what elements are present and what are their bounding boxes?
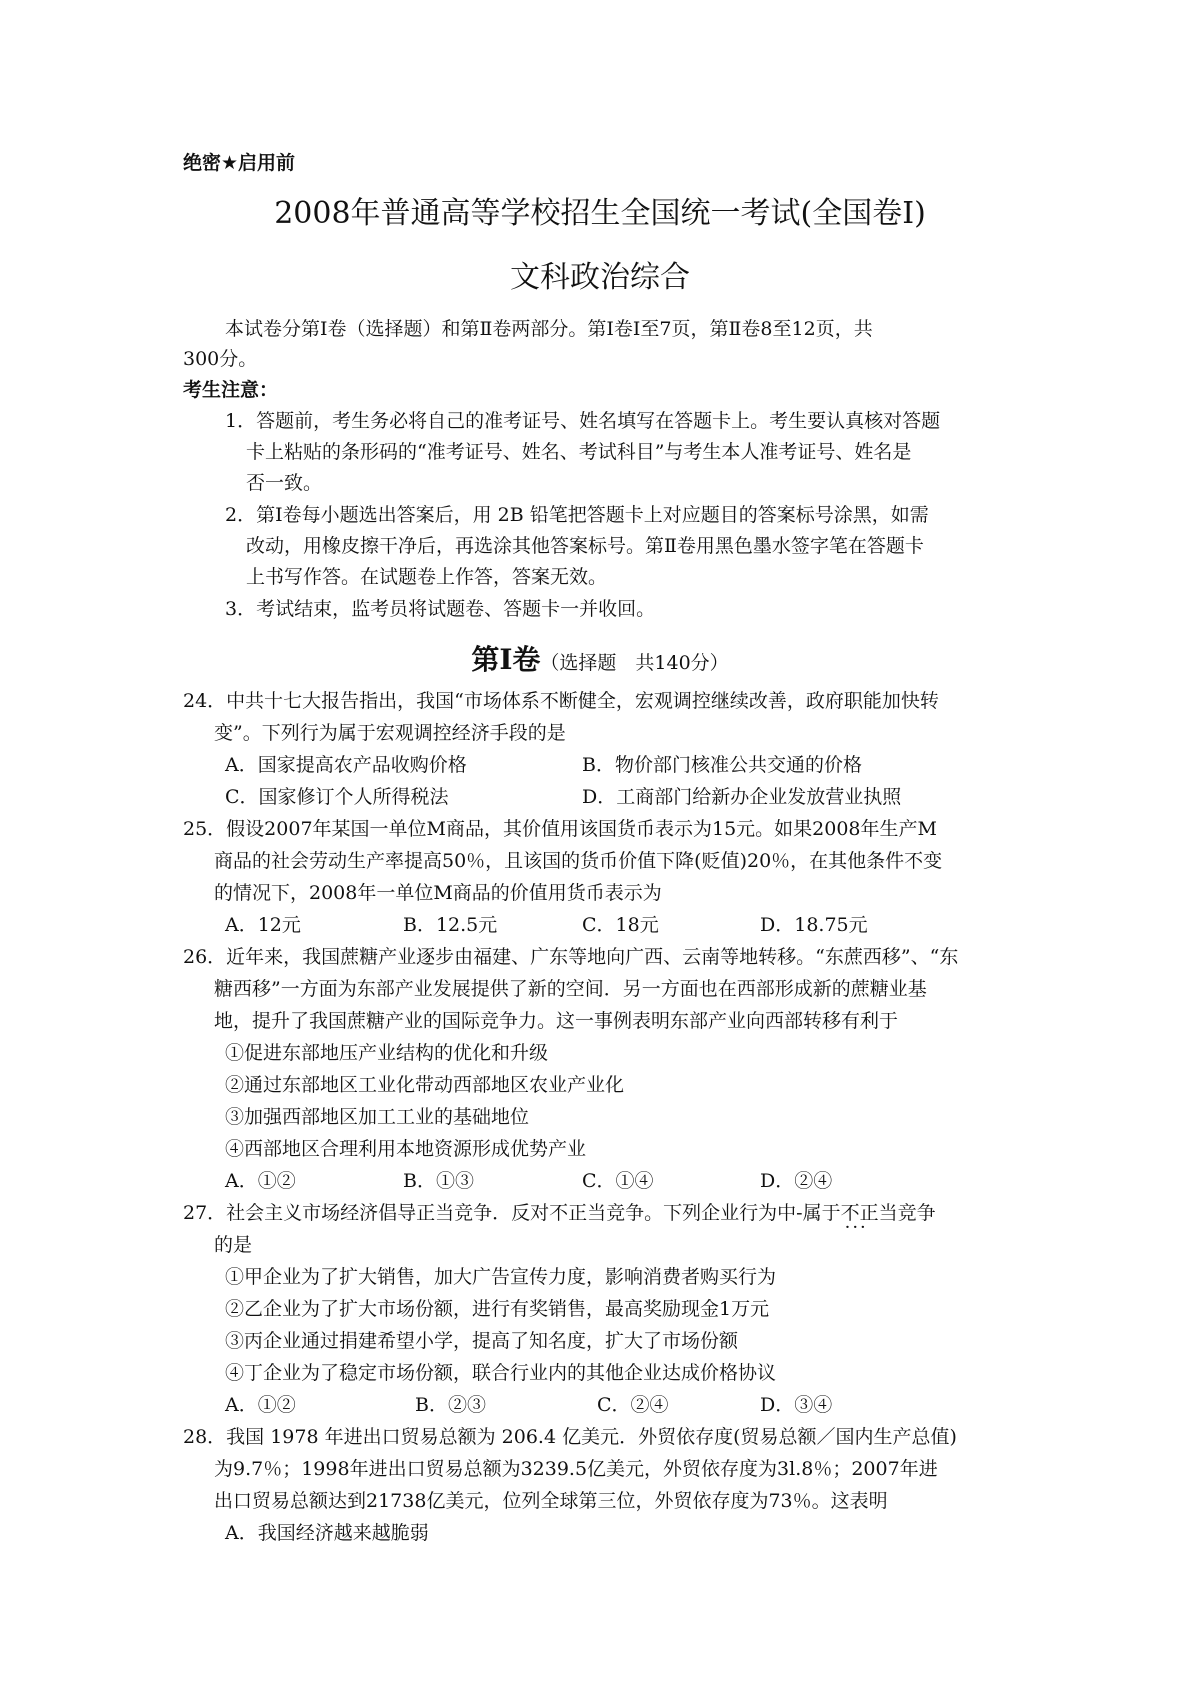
q27-stem-text: 27．社会主义市场经济倡导正当竞争．反对不正当竞争。下列企业行为中-属于 bbox=[183, 1202, 841, 1224]
section-heading bbox=[0, 638, 1200, 678]
q28-stem-line-1: 28．我国 1978 年进出口贸易总额为 206.4 亿美元．外贸依存度(贸易总额／国内生产总值) bbox=[183, 1426, 957, 1448]
notice-item-1-line-3: 否一致。 bbox=[246, 472, 323, 494]
q25-option-b: B．12.5元 bbox=[403, 914, 498, 936]
q26-option-a: A．①② bbox=[225, 1170, 296, 1192]
q26-option-b: B．①③ bbox=[403, 1170, 474, 1192]
q24-option-c: C．国家修订个人所得税法 bbox=[225, 786, 449, 808]
notice-item-3-line-1: 3．考试结束，监考员将试题卷、答题卡一并收回。 bbox=[225, 598, 656, 620]
q27-option-b: B．②③ bbox=[415, 1394, 486, 1416]
q27-option-a: A．①② bbox=[225, 1394, 296, 1416]
q28-option-a: A．我国经济越来越脆弱 bbox=[225, 1522, 429, 1544]
q27-stem-line-2: 的是 bbox=[214, 1234, 253, 1256]
q27-statement-1: ①甲企业为了扩大销售，加大广告宣传力度，影响消费者购买行为 bbox=[225, 1266, 777, 1288]
q25-option-d: D．18.75元 bbox=[760, 914, 868, 936]
confidential-label: 绝密★启用前 bbox=[183, 152, 296, 174]
q27-statement-3: ③丙企业通过捐建希望小学，提高了知名度，扩大了市场份额 bbox=[225, 1330, 739, 1352]
notice-item-2-line-1: 2．第Ⅰ卷每小题选出答案后，用 2B 铅笔把答题卡上对应题目的答案标号涂黑，如需 bbox=[225, 504, 929, 526]
q24-stem-line-1: 24．中共十七大报告指出，我国“市场体系不断健全，宏观调控继续改善，政府职能加快转 bbox=[183, 690, 939, 712]
q27-option-c: C．②④ bbox=[597, 1394, 669, 1416]
q25-option-c: C．18元 bbox=[582, 914, 659, 936]
notice-heading: 考生注意： bbox=[183, 379, 279, 401]
q26-option-d: D．②④ bbox=[760, 1170, 833, 1192]
q27-stem-line-1 bbox=[183, 1198, 936, 1225]
intro-line-1: 本试卷分第Ⅰ卷（选择题）和第Ⅱ卷两部分。第Ⅰ卷Ⅰ至7页，第Ⅱ卷8至12页，共 bbox=[225, 318, 873, 340]
q24-option-d: D．工商部门给新办企业发放营业执照 bbox=[582, 786, 902, 808]
q25-stem-line-2: 商品的社会劳动生产率提高50％，且该国的货币价值下降(贬值)20％，在其他条件不变 bbox=[214, 850, 943, 872]
section-subtitle: （选择题 共140分） bbox=[540, 652, 729, 674]
exam-title: 2008年普通高等学校招生全国统一考试(全国卷Ⅰ) bbox=[274, 196, 926, 231]
q26-statement-3: ③加强西部地区加工工业的基础地位 bbox=[225, 1106, 530, 1128]
q26-statement-4: ④西部地区合理利用本地资源形成优势产业 bbox=[225, 1138, 587, 1160]
notice-item-1-line-1: 1．答题前，考生务必将自己的准考证号、姓名填写在答题卡上。考生要认真核对答题 bbox=[225, 410, 941, 432]
notice-item-2-line-3: 上书写作答。在试题卷上作答，答案无效。 bbox=[246, 566, 608, 588]
q27-emphasis-text: 不正当 ··· bbox=[841, 1202, 898, 1224]
q26-stem-line-2: 糖西移”一方面为东部产业发展提供了新的空间．另一方面也在西部形成新的蔗糖业基 bbox=[214, 978, 927, 1000]
notice-item-2-line-2: 改动，用橡皮擦干净后，再选涂其他答案标号。第Ⅱ卷用黑色墨水签字笔在答题卡 bbox=[246, 535, 924, 557]
q24-option-b: B．物价部门核准公共交通的价格 bbox=[582, 754, 862, 776]
q28-stem-line-2: 为9.7％；1998年进出口贸易总额为3239.5亿美元，外贸依存度为3l.8％；2007年进 bbox=[214, 1458, 938, 1480]
q26-option-c: C．①④ bbox=[582, 1170, 654, 1192]
exam-subject: 文科政治综合 bbox=[510, 260, 690, 295]
q26-statement-1: ①促进东部地压产业结构的优化和升级 bbox=[225, 1042, 549, 1064]
q27-stem-end: 竞争 bbox=[897, 1202, 936, 1224]
q26-stem-line-3: 地，提升了我国蔗糖产业的国际竞争力。这一事例表明东部产业向西部转移有利于 bbox=[214, 1010, 899, 1032]
q26-statement-2: ②通过东部地区工业化带动西部地区农业产业化 bbox=[225, 1074, 625, 1096]
q27-option-d: D．③④ bbox=[760, 1394, 833, 1416]
q28-stem-line-3: 出口贸易总额达到21738亿美元，位列全球第三位，外贸依存度为73％。这表明 bbox=[214, 1490, 888, 1512]
q25-stem-line-3: 的情况下，2008年一单位M商品的价值用货币表示为 bbox=[214, 882, 662, 904]
notice-item-1-line-2: 卡上粘贴的条形码的“准考证号、姓名、考试科目”与考生本人准考证号、姓名是 bbox=[246, 441, 912, 463]
section-title: 第Ⅰ卷 bbox=[471, 643, 541, 676]
q27-statement-4: ④丁企业为了稳定市场份额，联合行业内的其他企业达成价格协议 bbox=[225, 1362, 777, 1384]
q24-stem-line-2: 变”。下列行为属于宏观调控经济手段的是 bbox=[214, 722, 566, 744]
q26-stem-line-1: 26．近年来，我国蔗糖产业逐步由福建、广东等地向广西、云南等地转移。“东蔗西移”、“东 bbox=[183, 946, 959, 968]
intro-line-2: 300分。 bbox=[183, 348, 258, 370]
q25-option-a: A．12元 bbox=[225, 914, 301, 936]
q24-option-a: A．国家提高农产品收购价格 bbox=[225, 754, 467, 776]
q25-stem-line-1: 25．假设2007年某国一单位M商品，其价值用该国货币表示为15元。如果2008年生产M bbox=[183, 818, 937, 840]
q27-statement-2: ②乙企业为了扩大市场份额，进行有奖销售，最高奖励现金1万元 bbox=[225, 1298, 770, 1320]
